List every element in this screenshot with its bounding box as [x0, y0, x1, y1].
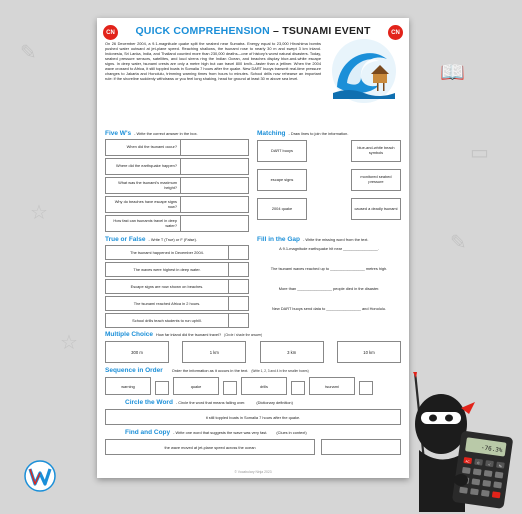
- multiple-choice-option[interactable]: 3 km: [260, 341, 324, 363]
- matching-right-item[interactable]: monitored seabed pressure: [351, 169, 401, 191]
- title-part-2: TSUNAMI EVENT: [282, 25, 371, 37]
- true-false-answer-box[interactable]: [229, 245, 249, 260]
- vocabulary-ninja-logo-icon: [24, 460, 56, 492]
- circle-word-section: [105, 399, 401, 425]
- background-doodle-star-icon: ☆: [30, 200, 48, 224]
- true-false-answer-box[interactable]: [229, 296, 249, 311]
- true-false-instruction: - Write T (True) or F (False).: [148, 237, 197, 242]
- true-false-statement: The tsunami reached Africa in 2 hours.: [105, 296, 229, 311]
- find-copy-answer-box[interactable]: [321, 439, 401, 455]
- five-ws-answer-box[interactable]: [181, 177, 249, 194]
- true-false-answer-box[interactable]: [229, 313, 249, 328]
- footer-copyright: © Vocabulary Ninja 2023: [234, 470, 272, 474]
- sequence-item: tsunami: [309, 377, 355, 395]
- matching-left-item[interactable]: DART buoys: [257, 140, 307, 162]
- multiple-choice-option[interactable]: 1 km: [182, 341, 246, 363]
- matching-left-item[interactable]: 2004 quake: [257, 198, 307, 220]
- title-part-1: QUICK COMPREHENSION: [135, 25, 270, 37]
- circle-word-note: (Dictionary definition): [256, 400, 293, 405]
- tsunami-wave-illustration: [329, 37, 399, 105]
- sequence-note: (Write 1, 2, 3 and 4 in the smaller boxes): [251, 369, 309, 373]
- multiple-choice-option[interactable]: 10 km: [337, 341, 401, 363]
- true-false-statement: Escape signs are now shown on beaches.: [105, 279, 229, 294]
- sequence-item: warning: [105, 377, 151, 395]
- find-copy-note: (Clues in context): [276, 430, 307, 435]
- five-ws-question: How fast can tsunamis travel in deep water?: [105, 215, 181, 232]
- true-false-heading: True or False: [105, 236, 146, 243]
- fill-gap-sentence[interactable]: More than ________________ people died in the disaster.: [278, 286, 380, 291]
- multiple-choice-section: [105, 331, 401, 363]
- background-doodle-star-icon: ☆: [60, 330, 78, 354]
- five-ws-section: [105, 130, 249, 232]
- five-ws-question: Why do beaches have escape signs now?: [105, 196, 181, 213]
- five-ws-instruction: - Write the correct answer in the box.: [134, 131, 198, 136]
- five-ws-heading: Five W's: [105, 130, 132, 137]
- ninja-with-calculator-illustration: [405, 372, 520, 512]
- true-false-statement: School drills teach students to run uphill.: [105, 313, 229, 328]
- multiple-choice-option[interactable]: 300 m: [105, 341, 169, 363]
- true-false-section: [105, 236, 249, 328]
- title-dash: –: [269, 25, 283, 37]
- sequence-section: [105, 367, 401, 395]
- find-copy-sentence: the wave moved at jet-plane speed across the ocean: [105, 439, 315, 455]
- cn-badge-left-icon: CN: [103, 25, 118, 40]
- background-doodle-book-icon: ▭: [470, 140, 489, 164]
- fill-gap-sentence[interactable]: A 9.1-magnitude earthquake hit near ________________.: [279, 246, 379, 251]
- true-false-answer-box[interactable]: [229, 279, 249, 294]
- circle-word-sentence[interactable]: it still toppled boats in Somalia 7 hours after the quake.: [105, 409, 401, 425]
- fill-gap-heading: Fill in the Gap: [257, 236, 300, 243]
- background-doodle-pencil-icon: ✎: [20, 40, 37, 64]
- matching-right-item[interactable]: caused a deadly tsunami: [351, 198, 401, 220]
- five-ws-answer-box[interactable]: [181, 196, 249, 213]
- cn-badge-right-icon: CN: [388, 25, 403, 40]
- fill-gap-sentence[interactable]: The tsunami waves reached up to ________________ metres high.: [270, 266, 388, 271]
- background-doodle-pencil-icon: ✎: [450, 230, 467, 254]
- matching-right-item[interactable]: blue-and-white beach symbols: [351, 140, 401, 162]
- matching-left-item[interactable]: escape signs: [257, 169, 307, 191]
- true-false-statement: The waves were highest in deep water.: [105, 262, 229, 277]
- circle-word-instruction: - Circle the word that means falling over.: [175, 400, 246, 405]
- sequence-heading: Sequence in Order: [105, 367, 163, 374]
- multiple-choice-heading: Multiple Choice: [105, 331, 154, 338]
- calculator-display: -76.3%: [480, 444, 503, 455]
- multiple-choice-note: (Circle / shade the answer): [224, 333, 263, 337]
- fill-gap-sentence[interactable]: New DART buoys send data to ________________ and Honolulu.: [271, 306, 387, 311]
- fill-gap-instruction: - Write the missing word from the text.: [302, 237, 369, 242]
- reading-passage: On 26 December 2004, a 9.1-magnitude quake split the seabed near Sumatra. Energy equal to 23,000 Hiroshima bombs pushed water outward at jet-plane speed. Reaching shallows, the tsunami rose to nearly 30 m and swept 3 km inland. Indonesia, Sri Lanka, India, and Thailand counted more than 230,000 deaths—one of history's worst natural disasters. Today, seabed pressure sensors, satellites, and loud sirens ring the Indian Ocean, and beaches display blue-and-white escape signs. In deep water, tsunami crests are only a metre high but can travel 800 km/h—faster than a jetliner. When the 2004 wave crossed to Africa, it still toppled boats in Somalia 7 hours after the quake. New DART buoys transmit real-time pressure changes to Jakarta and Honolulu, trimming warning times from hours to minutes. School drills now rehearse an important rule: if the shoreline suddenly withdraws or you feel long shaking, head for ground at least 30 m above sea level.: [105, 41, 321, 82]
- sequence-number-box[interactable]: [359, 381, 373, 395]
- matching-section: [257, 130, 401, 232]
- find-copy-instruction: - Write one word that suggests the wave was very fast.: [173, 430, 268, 435]
- page-title: [105, 25, 401, 37]
- five-ws-question: What was the tsunami's maximum height?: [105, 177, 181, 194]
- background-doodle-book-icon: 📖: [440, 60, 465, 84]
- five-ws-question: Where did the earthquake happen?: [105, 158, 181, 175]
- find-copy-heading: Find and Copy: [125, 429, 171, 436]
- fill-gap-section: [257, 236, 401, 328]
- matching-instruction: - Draw lines to join the information.: [288, 131, 349, 136]
- calculator-button-label: %: [498, 463, 502, 469]
- five-ws-answer-box[interactable]: [181, 158, 249, 175]
- sequence-item: quake: [173, 377, 219, 395]
- true-false-statement: The tsunami happened in December 2004.: [105, 245, 229, 260]
- calculator-button-label: AC: [465, 459, 470, 464]
- five-ws-answer-box[interactable]: [181, 139, 249, 156]
- sequence-number-box[interactable]: [155, 381, 169, 395]
- matching-heading: Matching: [257, 130, 286, 137]
- sequence-item: drills: [241, 377, 287, 395]
- true-false-answer-box[interactable]: [229, 262, 249, 277]
- circle-word-heading: Circle the Word: [125, 399, 173, 406]
- calculator-button-label: √: [488, 462, 491, 467]
- sequence-instruction: Order the information as it occurs in the text.: [171, 368, 249, 373]
- find-copy-section: [105, 429, 401, 455]
- sequence-number-box[interactable]: [291, 381, 305, 395]
- multiple-choice-question: How far inland did the tsunami travel?: [156, 332, 222, 337]
- worksheet-page: [97, 18, 409, 478]
- five-ws-answer-box[interactable]: [181, 215, 249, 232]
- sequence-number-box[interactable]: [223, 381, 237, 395]
- five-ws-question: When did the tsunami occur?: [105, 139, 181, 156]
- calculator-button-label: C: [477, 460, 480, 466]
